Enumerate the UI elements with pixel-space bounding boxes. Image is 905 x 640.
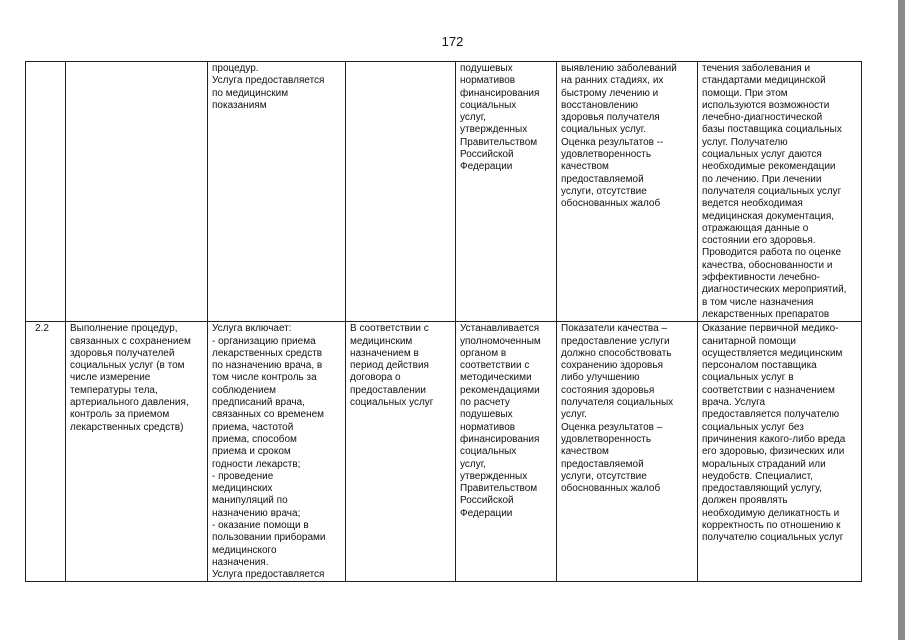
cell-service-terms xyxy=(346,62,456,322)
cell-service-description: процедур. Услуга предоставляется по медицинским показаниям xyxy=(208,62,346,322)
services-table xyxy=(25,61,862,582)
cell-provision-conditions: течения заболевания и стандартами медицинской помощи. При этом используются возможности лечебно-диагностической базы поставщика социальных услуг. Получателю социальных услуг даются необходимые рекомендации по лечению. При лечении получателя социальных услуг ведется необходимая медицинская документация, отражающая данные о состоянии его здоровья. Проводится работа по оценке качества, обоснованности и эффективности лечебно- диагностических мероприятий, в том числе назначения лекарственных препаратов xyxy=(698,62,862,322)
page-number: 172 xyxy=(441,34,464,49)
cell-number xyxy=(26,62,66,322)
cell-quality-indicators: выявлению заболеваний на ранних стадиях, их быстрому лечению и восстановлению здоровья получателя социальных услуг. Оценка результатов -- удовлетворенность качеством предоставляемой услуги, отсутствие обоснованных жалоб xyxy=(557,62,698,322)
table-row xyxy=(26,322,862,582)
cell-quality-indicators: Показатели качества – предоставление услуги должно способствовать сохранению здоровья либо улучшению состояния здоровья получателя социальных услуг. Оценка результатов – удовлетворенность качеством предоставляемой услуги, отсутствие обоснованных жалоб xyxy=(557,322,698,582)
cell-service-name: Выполнение процедур, связанных с сохранением здоровья получателей социальных услуг (в том числе измерение температуры тела, артериального давления, контроль за приемом лекарственных средств) xyxy=(66,322,208,582)
cell-service-description: Услуга включает: - организацию приема лекарственных средств по назначению врача, в том числе контроль за соблюдением предписаний врача, связанных со временем приема, частотой приема, способом приема и сроком годности лекарств; - проведение медицинских манипуляций по назначению врача; - оказание помощи в пользовании приборами медицинского назначения. Услуга предоставляется xyxy=(208,322,346,582)
cell-number: 2.2 xyxy=(26,322,66,582)
cell-service-name xyxy=(66,62,208,322)
scan-edge xyxy=(898,0,905,640)
cell-service-terms: В соответствии с медицинским назначением в период действия договора о предоставлении социальных услуг xyxy=(346,322,456,582)
cell-provision-conditions: Оказание первичной медико- санитарной помощи осуществляется медицинским персоналом поставщика социальных услуг в соответствии с назначением врача. Услуга предоставляется получателю социальных услуг без причинения какого-либо вреда его здоровью, физических или моральных страданий или неудобств. Специалист, предоставляющий услугу, должен проявлять необходимую деликатность и корректность по отношению к получателю социальных услуг xyxy=(698,322,862,582)
cell-funding-standard: Устанавливается уполномоченным органом в соответствии с методическими рекомендациями по расчету подушевых нормативов финансирования социальных услуг, утвержденных Правительством Российской Федерации xyxy=(456,322,557,582)
table-row xyxy=(26,62,862,322)
cell-funding-standard: подушевых нормативов финансирования социальных услуг, утвержденных Правительством Российской Федерации xyxy=(456,62,557,322)
